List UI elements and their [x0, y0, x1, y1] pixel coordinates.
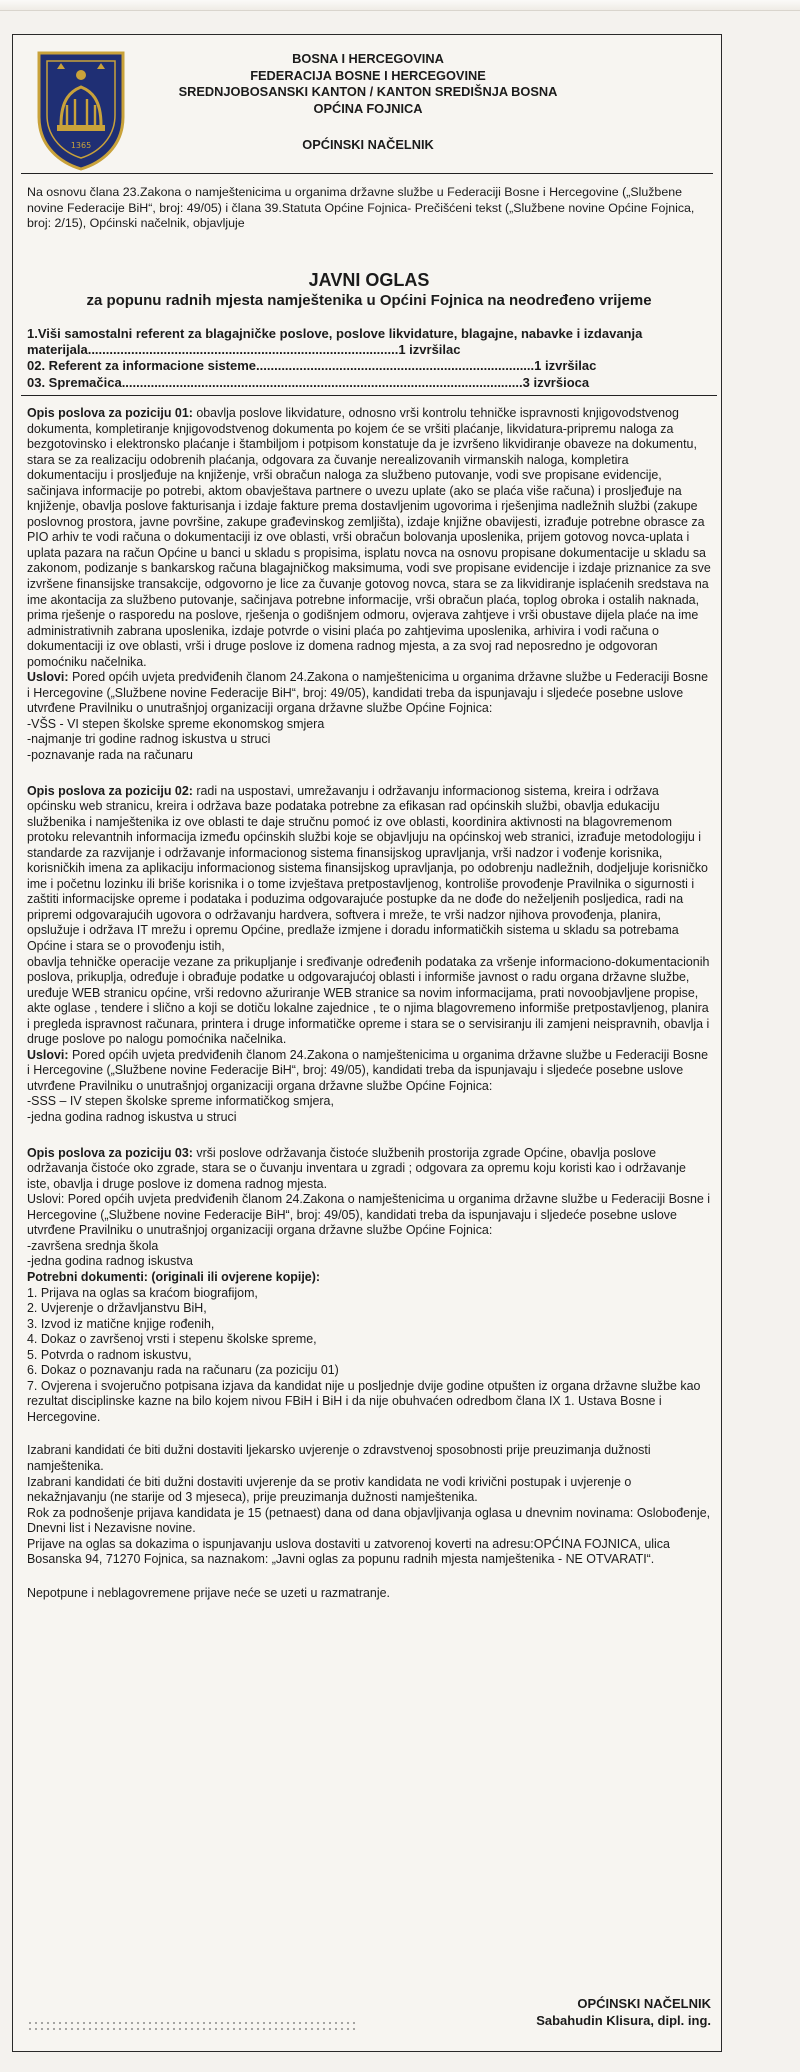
position-03-section — [27, 1146, 711, 1270]
requirement-item: -poznavanje rada na računaru — [27, 748, 193, 762]
documents-heading: Potrebni dokumenti: (originali ili ovjerene kopije): — [27, 1269, 321, 1284]
closing-paragraph: Rok za podnošenje prijava kandidata je 15 (petnaest) dana od dana objavljivanja oglasa u dnevnim novinama: Oslobođenje, Dnevni list i Nezavisne novine. — [27, 1505, 711, 1536]
position-01-conditions — [27, 670, 711, 717]
position-03-conditions: Uslovi: Pored općih uvjeta predviđenih članom 24.Zakona o namještenicima u organima državne službe u Federaciji Bosne i Hercegovine („Službene novine Federacije BiH“, broj: 49/05), kandidati treba da ispunjavaju i sljedeće posebne uslove utvrđene Pravilniku o unutrašnjoj organizaciji organa državne službe Općine Fojnica: — [27, 1192, 711, 1238]
signature-name: Sabahudin Klisura, dipl. ing. — [536, 2013, 711, 2028]
closing-paragraph: Izabrani kandidati će biti dužni dostaviti ljekarsko uvjerenje o zdravstvenoj sposobnosti prije preuzimanja dužnosti namještenika. — [27, 1443, 651, 1473]
announcement-frame — [12, 34, 722, 2052]
issuer-title: OPĆINSKI NAČELNIK — [302, 137, 434, 152]
position-02-text: radi na uspostavi, umrežavanju i održavanju informacionog sistema, kreira i održava općinsku web stranicu, kreira i održava baze podataka potrebne za efikasan rad općinskih službi, obavlja edukaciju službenika i namještenika iz ove oblasti te daje stručnu pomoć iz ove oblasti, koordinira aktivnosti na blagovremenom protoku relevantnih informacija između općinskih službi koje se objavljuju na općinskoj web stranici, izrađuje metodologiju i standarde za razvijanje i održavanje informacionog sistema finansijskog upravljanja, vrši nadzor i vođenje korisnika, korisničkih imena za aplikaciju informacionog sistema finansijskog upravljanja, po odobrenju nadležnih, dodjeljuje korisničko ime i početnu lozinku ili briše korisnika i o tome izvještava pretpostavljenog, kontroliše provođenje Pravilnika o sigurnosti i zaštiti informacijske opreme i podataka i poduzima odgovarajuće postupke da ne dođe do neželjenih posljedica, radi na pripremi odgovarajućih ugovora o održavanju hardvera, softvera i mreže, te vrši nadzor njihova provođenja, planira, opslužuje i održava IT mrežu i opremu Općine, predlaže izmjene i doradu informatičkih sistema u skladu sa potrebama Općine i stara se o provođenju istih, — [27, 783, 708, 954]
position-02-description-continued: obavlja tehničke operacije vezane za prikupljanje i sređivanje određenih podataka za vršenje informaciono-dokumentacionih poslova, prikuplja, određuje i obrađuje podatke u odgovarajućoj oblasti i informiše javnost o radu organa državne službe, uređuje WEB stranicu općine, vrši redovno ažuriranje WEB stranice sa novim informacijama, prati novoobjavljene propise, akte oglase , tendere i slično a koji se dotiču lokalne zajednice , te o njima blagovremeno informiše pretpostavljenog, planira i pregleda ispravnost računara, printera i druge informatičke opreme i stara se o servisiranju ili zamjeni neispravnih, obavlja i druge poslove po nalogu pomoćnika načelnika. — [27, 954, 710, 1047]
leader-dots: ...................................................................................... — [87, 342, 399, 358]
closing-paragraph: Prijave na oglas sa dokazima o ispunjavanju uslova dostaviti u zatvorenoj koverti na adresu:OPĆINA FOJNICA, ulica Bosanska 94, 71270 Fojnica, sa naznakom: „Javni oglas za popunu radnih mjesta namještenika - NE OTVARATI“. — [27, 1536, 670, 1567]
document-item: 7. Ovjerena i svojeručno potpisana izjava da kandidat nije u posljednje dvije godine otpušten iz organa državne službe kao rezultat disciplinske kazne na bilo kojem nivou FBiH i BiH i da nije obuhvaćen odredbom člana IX 1. Ustava Bosne i Hercegovine. — [27, 1378, 701, 1424]
leader-dots: ............................................................................. — [256, 358, 535, 374]
closing-notes — [27, 1443, 711, 1601]
announcement-subtitle: za popunu radnih mjesta namještenika u Općini Fojnica na neodređeno vrijeme — [86, 291, 652, 309]
conditions-label: Uslovi: — [27, 1047, 69, 1062]
requirement-item: -jedna godina radnog iskustva u struci — [27, 1110, 237, 1125]
document-item: 1. Prijava na oglas sa kraćom biografijom, — [27, 1285, 258, 1300]
crest-year: 1365 — [70, 141, 92, 150]
position-count: 3 izvršioca — [522, 374, 590, 390]
authority-line: FEDERACIJA BOSNE I HERCEGOVINE — [250, 67, 486, 83]
signature-title: OPĆINSKI NAČELNIK — [577, 1996, 711, 2011]
fojnica-coat-of-arms-icon — [35, 47, 127, 171]
position-01-section — [27, 406, 711, 764]
conditions-label: Uslovi: — [27, 670, 69, 685]
final-note: Nepotpune i neblagovremene prijave neće se uzeti u razmatranje. — [27, 1585, 390, 1600]
newspaper-top-strip — [0, 0, 800, 11]
conditions-text: Pored općih uvjeta predviđenih članom 24.Zakona o namještenicima u organima državne službe u Federaciji Bosne i Hercegovine („Službene novine Federacije BiH“, broj: 49/05), kandidati treba da ispunjavaju i sljedeće posebne uslove utvrđene Pravilniku o unutrašnjoj organizaciji organa državne službe Općine Fojnica: — [27, 1047, 708, 1093]
requirement-item: -SSS – IV stepen školske spreme informatičkog smjera, — [27, 1094, 334, 1109]
conditions-text: Pored općih uvjeta predviđenih članom 24.Zakona o namještenicima u organima državne službe u Federaciji Bosne i Hercegovine („Službene novine Federacije BiH“, broj: 49/05), kandidati treba da ispunjavaju i sljedeće posebne uslove utvrđene Pravilniku o unutrašnjoj organizaciji organa državne službe Općine Fojnica: — [27, 670, 708, 716]
issuing-authority — [133, 51, 603, 154]
document-item: 2. Uvjerenje o državljanstvu BiH, — [27, 1301, 207, 1316]
position-01-description — [27, 406, 711, 670]
position-01-text: obavlja poslove likvidature, odnosno vrši kontrolu tehničke ispravnosti knjigovodstvenog dokumenta, kompletiranje knjigovodstvenog dokumenta po kojem će se vršiti plaćanje, likvidatura-pripremu naloga za bezgotovinsko i elektronsko plaćanje i štambiljom i potpisom konstatuje da je izvršeno likvidiranje obaveze na dokumentu, stara se za realizaciju odobrenih plaćanja, odgovara za čuvanje nerealizovanih virmanskih naloga, kompletira dokumentaciju i prosljeđuje na knjiženje, vrši obračun naloga za službeno putovanje, vodi sve propisane evidencije, sačinjava informacije po potrebi, aktom obavještava partnere o uvezu uplate (ako se plaća više računa) i prosljeđuje na knjiženje, obavlja poslove fakturisanja i izdaje fakture prema dostavljenim ugovorima i rješenjima nadležnih službi (zakupe poslovnog prostora, javne površine, zakupe građevinskog zemljišta), izdaje knjižne obavijesti, izrađuje potrebne obrasce za PIO arhiv te vodi računa o dokumentaciji iz ove oblasti, vrši obračun bolovanja uposlenika, prijem gotovog novca-uplata i uplata pazara na račun Općine u banci u skladu s propisima, isplatu novca na osnovu propisane dokumentacije u skladu sa zakonom, podizanje s bankarskog računa blagajničkog maksimuma, vodi sve propisane evidencije i izdaje priznanice za sve izvršene finansijske transakcije, odgovorno je lice za čuvanje gotovog novca, stara se za likvidiranje isplaćenih sredstava na ime akontacija za službeno putovanje, sačinjava potrebne informacije, vrši obračun plaća, toplog obroka i ostalih naknada, prima rješenje o rasporedu na poslove, rješenja o godišnjem odmoru, ovjerava zahtjeve i vrši obustave dijela plaće na ime administrativnih zabrana uposlenika, izdaje potvrde o visini plaća po zahtjevima uposlenika, arhivira i vodi računa o dokumentaciji iz ove oblasti, vrši i druge poslove iz domena radnog mjesta, a za svoj rad neposredno je odgovoran pomoćniku načelnika. — [27, 405, 711, 669]
announcement-body — [27, 185, 711, 1601]
position-row — [27, 326, 711, 359]
position-03-description — [27, 1146, 711, 1193]
position-02-heading: Opis poslova za poziciju 02: — [27, 783, 193, 798]
document-item: 4. Dokaz o završenoj vrsti i stepenu školske spreme, — [27, 1332, 317, 1347]
decorative-dot-pattern — [27, 2020, 357, 2032]
authority-line: BOSNA I HERCEGOVINA — [292, 51, 444, 66]
authority-line: SREDNJOBOSANSKI KANTON / KANTON SREDIŠNJA BOSNA — [178, 84, 558, 99]
document-item: 5. Potvrda o radnom iskustvu, — [27, 1347, 192, 1362]
authority-line: OPĆINA FOJNICA — [313, 100, 423, 116]
legal-basis-intro: Na osnovu člana 23.Zakona o namještenicima u organima državne službe u Federaciji Bosne i Hercegovine („Službene novine Federacije BiH“, broj: 49/05) i člana 39.Statuta Općine Fojnica- Prečišćeni tekst („Službene novine Općine Fojnica, broj: 2/15), Općinski načelnik, objavljuje — [27, 185, 695, 231]
signature-block — [536, 1995, 711, 2029]
position-count: 1 izvršilac — [534, 358, 597, 374]
position-label: 1.Viši samostalni referent za blagajničke poslove, poslove likvidature, blagajne, nabavke i izdavanja materijala — [27, 325, 643, 358]
position-02-description — [27, 784, 711, 955]
position-count: 1 izvršilac — [398, 342, 461, 358]
requirement-item: -završena srednja škola — [27, 1238, 159, 1253]
header-divider — [21, 173, 713, 174]
position-row — [27, 375, 711, 391]
positions-divider — [21, 395, 717, 396]
document-item: 6. Dokaz o poznavanju rada na računaru (za poziciju 01) — [27, 1363, 339, 1378]
announcement-header — [13, 35, 721, 171]
position-03-text: vrši poslove održavanja čistoće službenih prostorija zgrade Općine, obavlja poslove održavanja čistoće oko zgrade, stara se o čuvanju inventara u zgradi ; odgovara za opremu koju koristi kao i održavanje iste, obavlja i druge poslove iz domena radnog mjesta. — [27, 1145, 686, 1191]
closing-paragraph: Izabrani kandidati će biti dužni dostaviti uvjerenje da se protiv kandidata ne vodi krivični postupak i uvjerenje o nekažnjavanju (ne starije od 3 mjeseca), prije preuzimanja dužnosti namještenika. — [27, 1474, 632, 1505]
requirement-item: -VŠS - VI stepen školske spreme ekonomskog smjera — [27, 716, 325, 731]
position-02-conditions — [27, 1048, 711, 1095]
position-label: 03. Spremačica — [27, 374, 122, 390]
announcement-title: JAVNI OGLAS — [308, 269, 430, 290]
positions-list — [27, 326, 711, 391]
position-02-section — [27, 784, 711, 1126]
requirement-item: -jedna godina radnog iskustva — [27, 1254, 193, 1269]
requirement-item: -najmanje tri godine radnog iskustva u struci — [27, 732, 271, 747]
position-01-heading: Opis poslova za poziciju 01: — [27, 405, 193, 420]
required-documents — [27, 1270, 711, 1425]
position-label: 02. Referent za informacione sisteme — [27, 358, 257, 374]
document-item: 3. Izvod iz matične knjige rođenih, — [27, 1316, 215, 1331]
position-03-heading: Opis poslova za poziciju 03: — [27, 1145, 193, 1160]
position-row — [27, 358, 711, 374]
leader-dots: ............................................................................................................... — [121, 374, 523, 390]
